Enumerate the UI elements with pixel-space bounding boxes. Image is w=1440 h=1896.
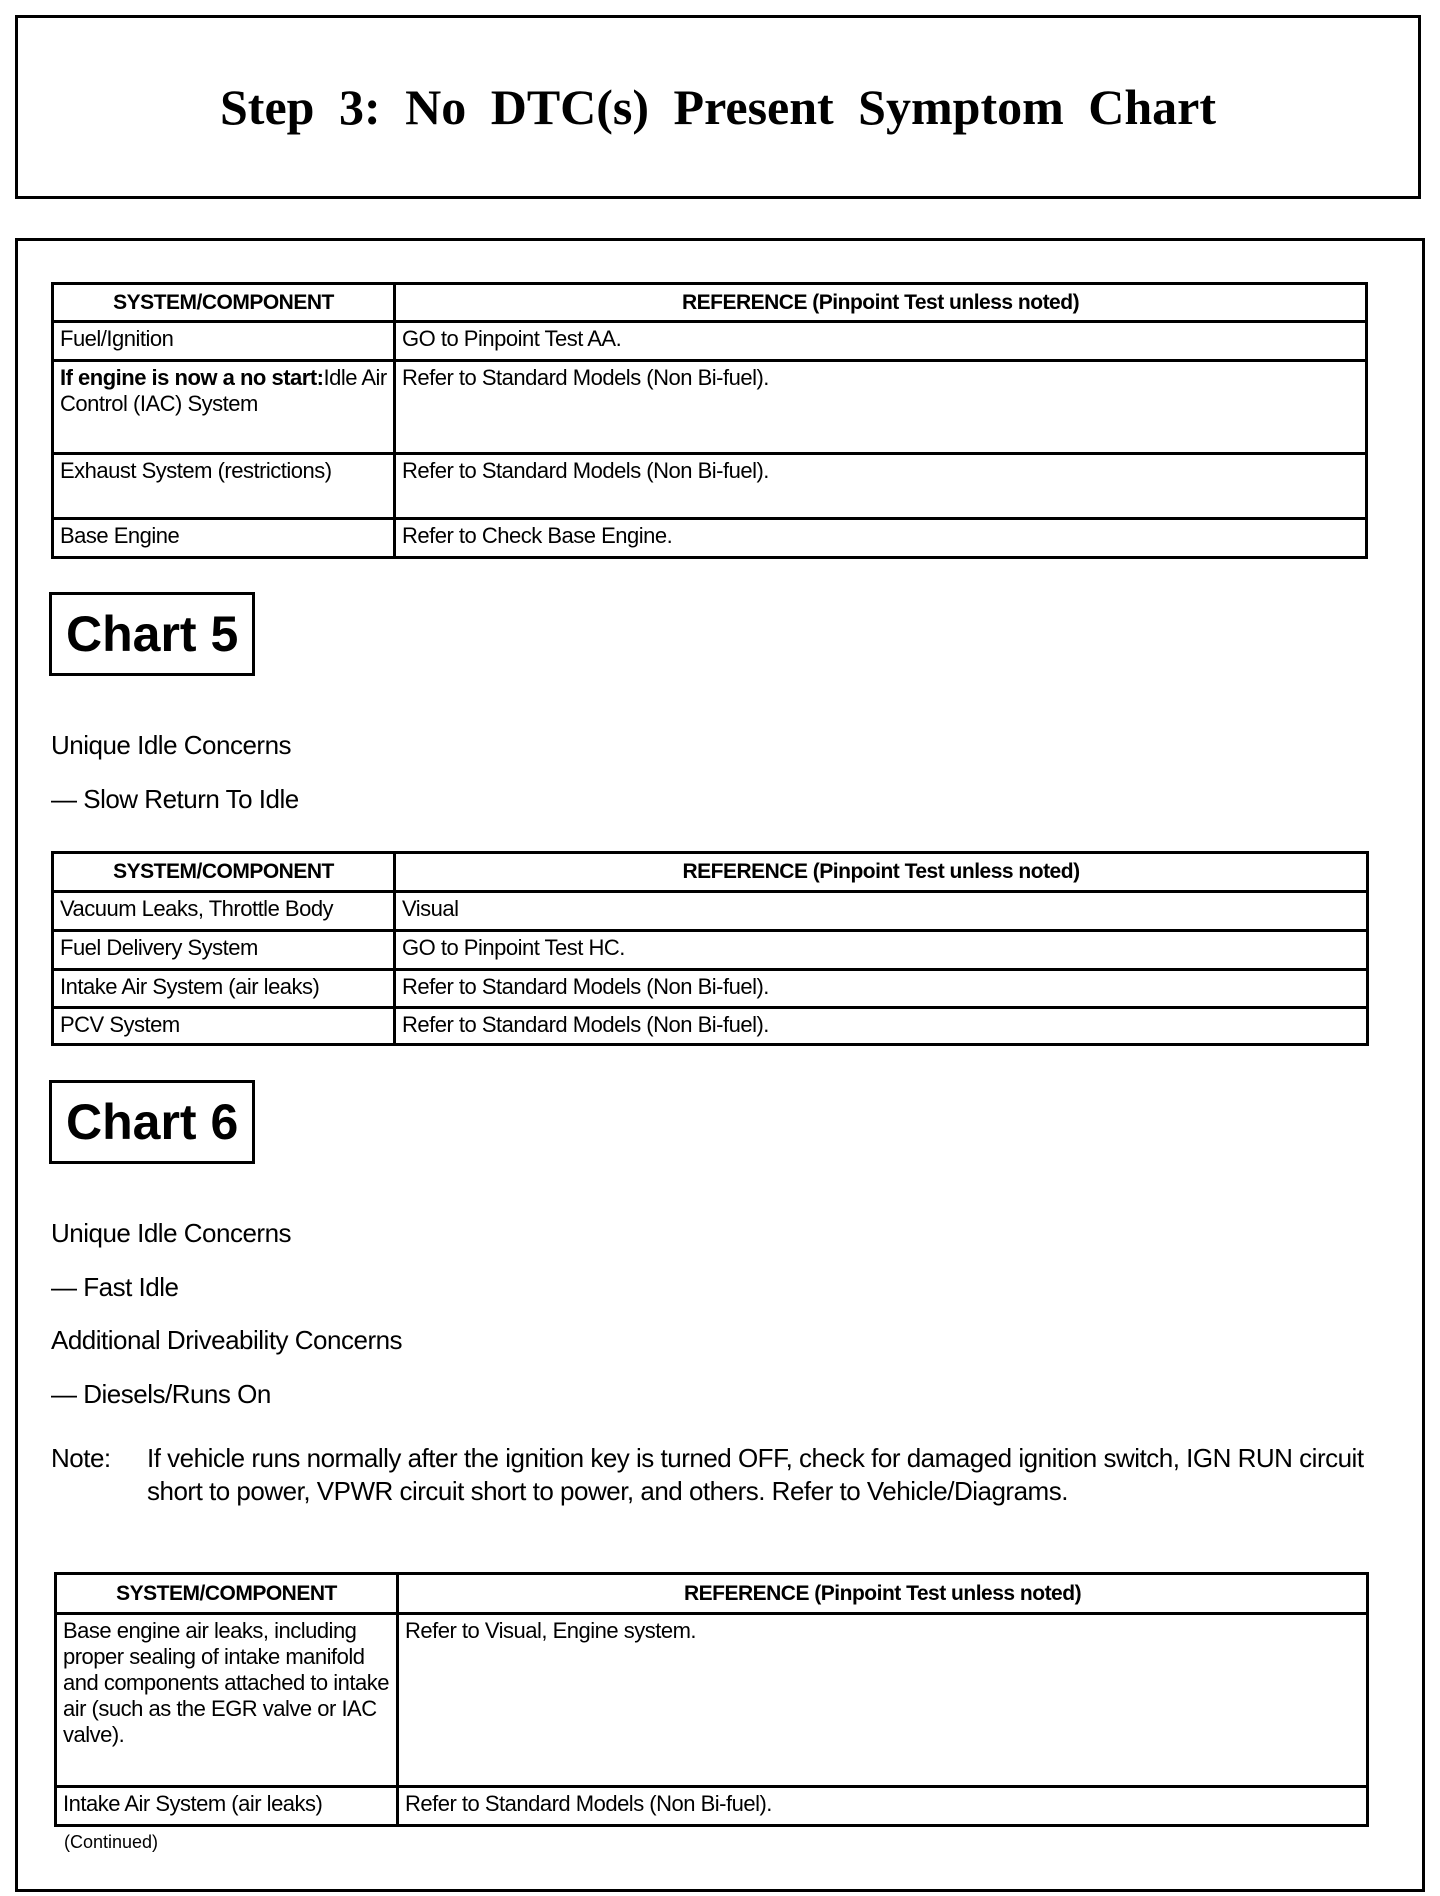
cell-component xyxy=(53,361,395,454)
header-reference: REFERENCE (Pinpoint Test unless noted) xyxy=(395,284,1367,322)
table-row xyxy=(53,454,1367,519)
table-row xyxy=(53,361,1367,454)
chart-6-label: Chart 6 xyxy=(49,1080,255,1164)
cell-component: Base Engine xyxy=(53,519,395,558)
cell-reference: Refer to Standard Models (Non Bi-fuel). xyxy=(398,1787,1368,1826)
cell-reference: Refer to Standard Models (Non Bi-fuel). xyxy=(395,454,1367,519)
symptom-table-1 xyxy=(51,282,1368,559)
cell-reference: Visual xyxy=(395,892,1368,931)
note-label: Note: xyxy=(51,1443,111,1473)
cell-component: PCV System xyxy=(53,1008,395,1045)
chart-6-note xyxy=(51,1442,1381,1508)
note-text: If vehicle runs normally after the ignition key is turned OFF, check for damaged ignition switch, IGN RUN circuit short to power, VPWR circuit short to power, and others. Refer to Vehicle/Diagrams. xyxy=(147,1443,1364,1506)
cell-reference: Refer to Visual, Engine system. xyxy=(398,1614,1368,1787)
cell-reference: Refer to Standard Models (Non Bi-fuel). xyxy=(395,1008,1368,1045)
cell-component-text: Idle Air Control (IAC) System xyxy=(60,365,387,416)
chart-6-concern-2: Additional Driveability Concerns xyxy=(51,1325,403,1355)
symptom-table-chart-6 xyxy=(54,1572,1369,1827)
table-row xyxy=(53,892,1368,931)
table-row xyxy=(53,519,1367,558)
cell-component: Exhaust System (restrictions) xyxy=(53,454,395,519)
header-system-component: SYSTEM/COMPONENT xyxy=(53,853,395,892)
table-row xyxy=(53,970,1368,1008)
header-reference: REFERENCE (Pinpoint Test unless noted) xyxy=(395,853,1368,892)
chart-5-subconcern: — Slow Return To Idle xyxy=(51,784,299,814)
chart-6-subconcern-2: — Diesels/Runs On xyxy=(51,1379,271,1409)
header-system-component: SYSTEM/COMPONENT xyxy=(53,284,395,322)
cell-component: Intake Air System (air leaks) xyxy=(53,970,395,1008)
continued-label: (Continued) xyxy=(64,1832,159,1852)
chart-5-label: Chart 5 xyxy=(49,592,255,676)
table-row xyxy=(53,1008,1368,1045)
cell-component: Base engine air leaks, including proper sealing of intake manifold and components attached to intake air (such as the EGR valve or IAC valve). xyxy=(56,1614,398,1787)
cell-reference: GO to Pinpoint Test HC. xyxy=(395,931,1368,970)
cell-component: Intake Air System (air leaks) xyxy=(56,1787,398,1826)
table-row xyxy=(53,322,1367,361)
chart-6-concern: Unique Idle Concerns xyxy=(51,1218,292,1248)
cell-reference: Refer to Standard Models (Non Bi-fuel). xyxy=(395,361,1367,454)
cell-reference: Refer to Check Base Engine. xyxy=(395,519,1367,558)
cell-component: Vacuum Leaks, Throttle Body xyxy=(53,892,395,931)
table-row xyxy=(56,1787,1368,1826)
title-box xyxy=(15,15,1421,199)
chart-5-concern: Unique Idle Concerns xyxy=(51,730,292,760)
cell-reference: Refer to Standard Models (Non Bi-fuel). xyxy=(395,970,1368,1008)
cell-component: Fuel/Ignition xyxy=(53,322,395,361)
cell-reference: GO to Pinpoint Test AA. xyxy=(395,322,1367,361)
chart-6-subconcern: — Fast Idle xyxy=(51,1272,179,1302)
cell-component-bold: If engine is now a no start: xyxy=(60,365,324,390)
header-reference: REFERENCE (Pinpoint Test unless noted) xyxy=(398,1574,1368,1614)
table-row xyxy=(56,1614,1368,1787)
header-system-component: SYSTEM/COMPONENT xyxy=(56,1574,398,1614)
cell-component: Fuel Delivery System xyxy=(53,931,395,970)
page-title: Step 3: No DTC(s) Present Symptom Chart xyxy=(220,79,1216,135)
symptom-table-chart-5 xyxy=(51,851,1369,1046)
table-row xyxy=(53,931,1368,970)
